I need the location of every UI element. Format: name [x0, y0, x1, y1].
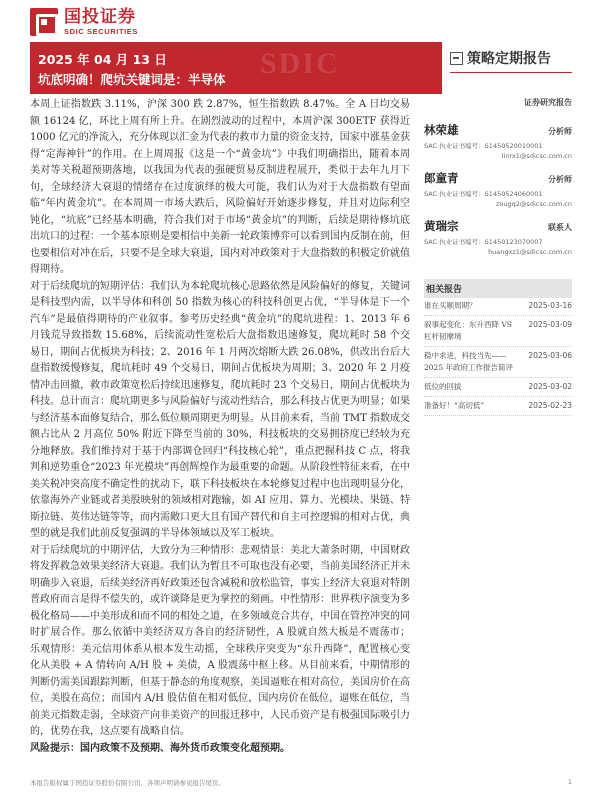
analyst-role: 分析师	[548, 127, 572, 136]
risk-warning: 风险提示：国内政策不及预期、海外货币政策变化超预期。	[30, 742, 290, 754]
brand-name-en: SDIC SECURITIES	[64, 27, 139, 36]
analyst-card	[424, 122, 572, 160]
analyst-email[interactable]: zougq2@sdicsc.com.cn	[496, 200, 572, 208]
brand-name-cn: 国投证券	[64, 7, 136, 27]
analyst-card	[424, 218, 572, 256]
related-reports-heading: 相关报告	[424, 279, 572, 298]
related-report-title[interactable]: 准备好！“高切低”	[424, 401, 485, 410]
related-report-date: 2025-03-06	[528, 351, 572, 360]
body-paragraph-2: 对于后续爬坑的短期评估：我们认为本轮爬坑核心思路依然是风险偏好的修复，关键词是科技型内需，以半导体和科创 50 指数为核心的科技科创更占优，“半导体是下一个汽车”是最值得期待的产业叙事。参考历史经典“黄金坑”的爬坑进程：1、2013 年 6 月钱荒导致指数 15.68%，后续流动性宽松后大盘指数迅速修复，爬坑耗时 58 个交易日，期间占优板块为科技；2、2016 年 1 月两次熔断大跌 26.08%，供改出台后大盘指数缓慢修复，爬坑耗时 49 个交易日，期间占优板块为周期；3、2020 年 2 月疫情冲击回撤，救市政策宽松后持续迅速修复，爬坑耗时 23 个交易日，期间占优板块为科技。总计而言：爬坑期更多与风险偏好与流动性结合，那么科技占优更为明显；如果与经济基本面修复结合，那么低位顺周期更为明显。从目前来看，当前 TMT 指数成交额占比从 2 月高位 50% 附近下降至当前的 30%，科技板块的交易拥挤度已经较为充分地释放。我们维持对于基于内部调仓回归“科技核心轮”，重点把握科技 C 点，将我判和逆势重仓“2023 年光模块”再创辉煌作为最重要的命题。从阶段性特征来看，在中美关税冲突高度不确定性的扰动下，联下科技板块在本轮修复过程中也出现明显分化，依靠海外产业链或者美股映射的领域相对跑输，如 AI 应用、算力、光模块、果链、特斯拉链、英伟达链等等，而内需敞口更大且有国产替代和自主可控逻辑的相对占优，典型的就是我们此前反复强调的半导体领域以及军工板块。	[30, 280, 410, 539]
analyst-role: 分析师	[548, 175, 572, 184]
related-report-item[interactable]	[424, 378, 572, 397]
analyst-card	[424, 170, 572, 208]
logo-icon	[30, 8, 58, 36]
page-number: 1	[567, 778, 572, 786]
report-type-divider	[450, 72, 572, 73]
related-report-title[interactable]: 叙事起变化：东升西降 VS 杠杆韧摩境	[424, 320, 512, 341]
analyst-sac: SAC 执业证书编号：S1450520010001	[424, 142, 543, 150]
analyst-email[interactable]: linrx1@sdicsc.com.cn	[501, 152, 572, 160]
analyst-sac: SAC 执业证书编号：S1450524060001	[424, 190, 543, 198]
related-report-title[interactable]: 谁在买顺周期？	[424, 301, 477, 310]
body-paragraph-3: 对于后续爬坑的中期评估，大致分为三种情形：悲观情景：美北大萧条时期，中国财政将发挥救急效果美经济大衰退。我们认为暂且不可取也没有必要，当前美国经济正并未明确步入衰退，后续美经济再好政策还包含减税和放松监管，事实上经济大衰退对特朗普政府而言是得不偿失的，或许谈降是更为掌控的刻画。中性情形：世界秩序演变为多极化格局——中美形成和而不同的相处之道，在多领域竞合共存，中国在管控冲突的同时扩展合作。那么依循中美经济双方各自的经济韧性，A 股就自然大板是不震荡市；乐观情形：美元信用体系从根本发生动摇，全球秩序突变为“东升西降”，配置核心变化从美股 + A 情转向 A/H 股 + 美债，A 股震荡中枢上移。从目前来看，中期情形的判断仍需美国跟踪判断，但基于静态的角度观察，美国逼账在相对高位，美国房价在高位，美股在高位；而国内 A/H 股估值在相对低位，国内房价在低位，逼账在低位，当前美元指数走弱，全球资产向非美资产的回报迁移中，人民币资产是有极强国际吸引力的，优势在我，这点要有战略自信。	[30, 544, 410, 737]
report-type-icon	[450, 52, 463, 65]
sidebar	[424, 97, 572, 266]
analyst-role: 联系人	[548, 223, 572, 232]
related-report-date: 2025-03-02	[528, 382, 572, 391]
related-report-title[interactable]: 低位的回拔	[424, 382, 462, 391]
related-report-item[interactable]	[424, 316, 572, 347]
analyst-name: 黄瑞宗	[424, 219, 459, 233]
related-report-item[interactable]	[424, 397, 572, 416]
brand-logo	[30, 8, 138, 36]
section-label: 证券研究报告	[524, 98, 572, 107]
analyst-name: 林荣雄	[424, 123, 459, 137]
related-reports-list	[424, 297, 572, 416]
banner-watermark: SDIC	[260, 47, 340, 80]
related-report-date: 2025-03-09	[528, 320, 572, 329]
body-paragraph-1: 本周上证指数跌 3.11%，沪深 300 跌 2.87%，恒生指数跌 8.47%。全 A 日均交易额 16124 亿，环比上周有所上升。在剧烈波动的过程中，本周沪深 300ETF 获得近 1000 亿元的净流入，充分体现以汇金为代表的救市力量的资金支持，国家中涨基金获得“定海神针”的作用。在上周周报《这是一个“黄金坑”》中我们明确指出，随着本周美对等关税超预期落地，以我国为代表的强硬贸易反制进程展开，类似于去年九月下旬，全球经济大衰退的情绪存在过度演绎的极大可能，我们认为对于大盘指数有望面临“年内黄金坑”。在本周周一市场大跌后，风险偏好开始逐步修复，并且对边际利空钝化，“坑底”已经基本明确，符合我们对于市场“黄金坑”的判断，后续是期待修坑底出坑口的过程：一个基本原则是要相信中美新一轮政策博弈可以看到国内反制在前，但也要相信对冲在后，只要不是全球大衰退，国内对冲政策对于大盘指数的积极定价就值得期待。	[30, 99, 410, 275]
related-report-date: 2025-02-23	[528, 401, 572, 410]
title-banner	[30, 42, 442, 94]
report-date: 2025 年 04 月 13 日	[38, 52, 167, 67]
report-type-label: 策略定期报告	[467, 51, 551, 67]
related-report-date: 2025-03-16	[528, 301, 572, 310]
report-body	[30, 97, 410, 757]
analyst-email[interactable]: huangxz1@sdicsc.com.cn	[488, 248, 572, 256]
related-report-item[interactable]	[424, 297, 572, 316]
related-report-title[interactable]: 稳中求进，科技当先——2025 年政府工作报告简评	[424, 351, 513, 372]
report-type	[450, 48, 551, 68]
report-title: 坑底明确！爬坑关键词是：半导体	[38, 72, 226, 87]
analyst-name: 郎童青	[424, 171, 459, 185]
analyst-sac: SAC 执业证书编号：S1450123070007	[424, 238, 543, 246]
footer-disclaimer: 本报告版权属于国投证券股份有限公司，各项声明请参见报告尾页。	[30, 779, 225, 787]
related-report-item[interactable]	[424, 347, 572, 378]
page-footer	[30, 778, 572, 787]
